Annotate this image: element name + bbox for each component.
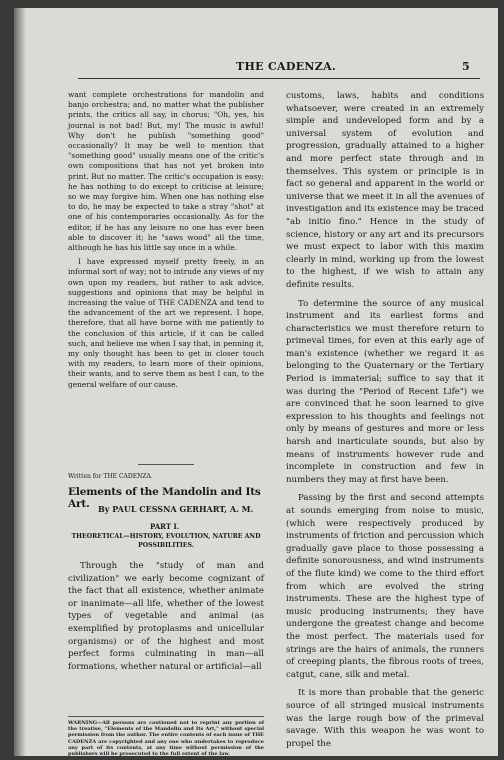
copyright-warning: WARNING—All persons are cautioned not to reprint any portion of the treatise, "Elements of the Mandolin and Its Art," without special permission from the author. The entire contents of each issue of THE CADENZA are copyrighted and any one who undertakes to reproduce any part of its contents, at any time without permission of the publishers will be prosecuted to the full extent of the law. (68, 720, 264, 756)
running-header: THE CADENZA. (236, 60, 337, 73)
written-for-note: Written for THE CADENZA. (68, 473, 153, 480)
header-rule (78, 78, 480, 79)
part-subheading: THEORETICAL—HISTORY, EVOLUTION, NATURE AND POSSIBILITIES. (71, 533, 261, 549)
right-paragraph-4: It is more than probable that the generic source of all stringed musical instruments was the large rough bow of the primeval savage. With this weapon he was wont to propel the (286, 688, 484, 749)
article-body-paragraph: Through the "study of man and civilization" we early become cognizant of the fact that all existence, whether animate or inanimate—all life, whether of the lowest types of vegetable and animal (as exemplified by protoplasms and unicellular organisms) or of the highest and most perfect forms culminating in man—all formations, whether natural or artificial—all (68, 561, 264, 672)
right-paragraph-3: Passing by the first and second attempts at sounds emerging from noise to music, (which were respectively produced by instruments of friction and percussion which gradually gave place to those possessing a definite sonorousness, and wind instruments of the flute kind) we come to the third effort from which are evolved the string instruments. These are the highest type of music producing instruments; they have undergone the greatest change and become the most perfect. The materials used for strings are the hairs of animals, the runners of creeping plants, the fibrous roots of trees, catgut, cane, silk and metal. (286, 493, 484, 680)
section-divider (138, 464, 194, 465)
right-paragraph-2: To determine the source of any musical instrument and its earliest forms and characteristics we must therefore return to primeval times, for even at this early age of man's existence (whether we regard it as belonging to the Quaternary or the Tertiary Period is immaterial; suffice to say that it was during the "Period of Recent Life") we are convinced that he soon learned to give expression to his thoughts and feelings not only by means of gestures and more or less harsh and inarticulate sounds, but also by means of instruments however rude and incomplete in construction and few in numbers they may at first have been. (286, 298, 484, 485)
page-number: 5 (462, 60, 470, 73)
page (14, 8, 498, 756)
article-title: Elements of the Mandolin and Its Art. (68, 486, 261, 510)
left-paragraph-2: I have expressed myself pretty freely, in an informal sort of way; not to intrude any views of my own upon my readers, but rather to ask advice, suggestions and opinions that may be helpful in increasing the value of THE CADENZA and tend to the advancement of the art we represent. I hope, therefore, that all have borne with me patiently to the conclusion of this article, if it can be called such, and believe me when I say that, in penning it, my only thought has been to get in closer touch with my readers, to learn more of their opinions, their wants, and to serve them as best I can, to the general welfare of our cause. (68, 257, 264, 389)
right-column (286, 90, 484, 756)
article-body (68, 560, 264, 673)
article-byline: By PAUL CESSNA GERHART, A. M. (98, 504, 254, 514)
part-heading: PART I. (150, 522, 180, 531)
left-paragraph-1: want complete orchestrations for mandolin and banjo orchestra; and, no matter what the publisher prints, the critics all say, in chorus; "Oh, yes, his journal is not bad! But, my! The music is awful! Why don't he publish "something good" occasionally? It may be well to mention that "something good" usually means one of the critic's own compositions that has not yet broken into print. But no matter. The critic's occupation is easy; he has nothing to do except to criticise at leisure; so we may forgive him. When one has nothing else to do, he may be expected to take a stray "shot" at one of his contemporaries occasionally. As for the editor, if he has any leisure no one has ever been able to discover it; he "saws wood" all the time, although he has his little say once in a while. (68, 90, 264, 253)
warning-divider (68, 716, 264, 717)
left-column (68, 90, 264, 394)
right-paragraph-1: customs, laws, habits and conditions whatsoever, were created in an extremely simple and undeveloped form and by a universal system of evolution and progression, gradually attained to a higher and more perfect state through and in themselves. This system or principle is in fact so general and apparent in the world or universe that we meet it in all the avenues of investigation and its existence may be traced "ab initio fino." Hence in the study of science, history or any art and its precursors we must expect to labor with this maxim clearly in mind, working up from the lowest to the highest, if we wish to attain any definite results. (286, 91, 484, 290)
